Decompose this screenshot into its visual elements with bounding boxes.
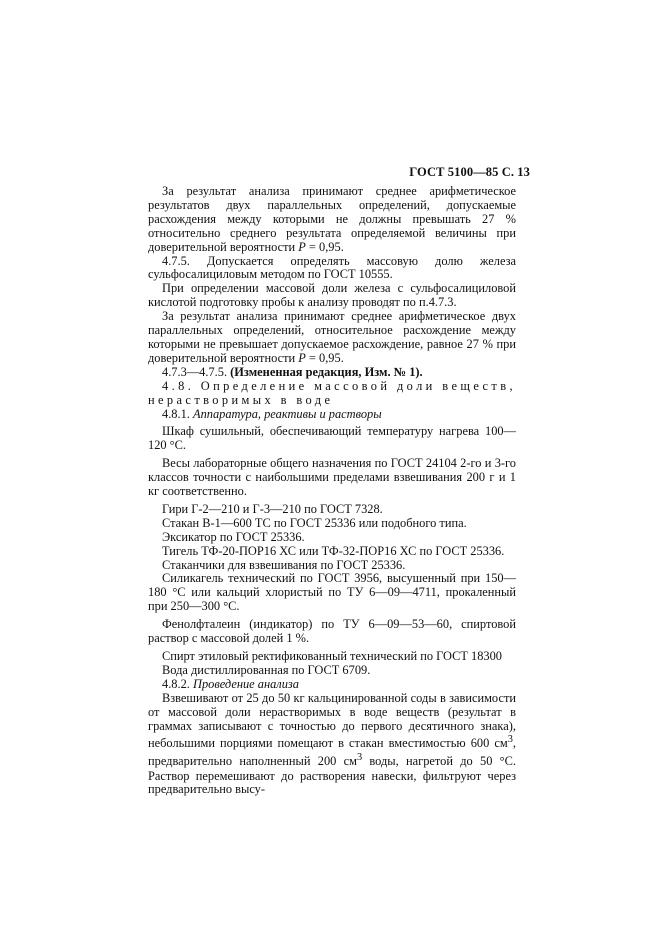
amendment-note: (Измененная редакция, Изм. № 1).	[230, 364, 423, 379]
item-water: Вода дистиллированная по ГОСТ 6709.	[162, 662, 371, 677]
item-scales: Весы лабораторные общего назначения по ГОСТ 24104 2-го и 3-го классов точности с наибольшими пределами взвешивания 200 г и 1 кг соответственно.	[148, 456, 516, 499]
item-drying-cabinet: Шкаф сушильный, обеспечивающий температуру нагрева 100—120 °С.	[148, 424, 516, 453]
page-content	[148, 185, 516, 797]
item-weights: Гири Г-2—210 и Г-3—210 по ГОСТ 7328.	[162, 501, 383, 516]
paragraph-result-1: За результат анализа принимают среднее арифметическое результатов двух параллельных определений, допускаемые расхождения между которыми не должны превышать 27 % относительно среднего результата определяемой величины при доверительной вероятности P = 0,95.	[148, 184, 516, 254]
paragraph-4-7-5: 4.7.5. Допускается определять массовую долю железа сульфосалициловым методом по ГОСТ 10555.	[148, 253, 516, 282]
item-beaker: Стакан В-1—600 ТС по ГОСТ 25336 или подобного типа.	[162, 515, 467, 530]
variable-p: P	[298, 350, 306, 365]
variable-p: P	[298, 239, 306, 254]
item-weighing-cups: Стаканчики для взвешивания по ГОСТ 25336.	[162, 557, 406, 572]
item-desiccator: Эксикатор по ГОСТ 25336.	[162, 529, 305, 544]
paragraph-result-2: За результат анализа принимают среднее арифметическое двух параллельных определений, относительное расхождение между которыми не превышает допускаемое расхождение, равное 27 % при доверительной вероятности P = 0,95.	[148, 309, 516, 365]
page-header: ГОСТ 5100—85 С. 13	[409, 165, 530, 179]
item-silica-gel: Силикагель технический по ГОСТ 3956, высушенный при 150—180 °С или кальций хлористый по ТУ 6—09—4711, прокаленный при 250—300 °С.	[148, 571, 516, 614]
item-ethanol: Спирт этиловый ректификованный технический по ГОСТ 18300	[162, 649, 502, 663]
item-crucible: Тигель ТФ-20-ПОР16 ХС или ТФ-32-ПОР16 ХС по ГОСТ 25336.	[162, 543, 505, 558]
section-heading-4-8: 4.8. Определение массовой доли веществ, нерастворимых в воде	[148, 378, 516, 407]
subsection-heading-4-8-2: 4.8.2. Проведение анализа	[162, 676, 299, 691]
subsection-heading-4-8-1: 4.8.1. Аппаратура, реактивы и растворы	[162, 406, 382, 421]
paragraph-procedure: Взвешивают от 25 до 50 кг кальцинированной соды в зависимости от массовой доли нерастворимых в воде веществ (результат в граммах записывают с точностью до первого десятичного знака), небольшими порциями помещают в стакан вместимостью 600 $см^3$, предварительно наполненный 200 $см^3$ воды, нагретой до 50 °С. Раствор перемешивают до растворения навески, фильтруют через предварительно высу-	[148, 690, 516, 797]
item-phenolphthalein: Фенолфталеин (индикатор) по ТУ 6—09—53—60, спиртовой раствор с массовой долей 1 %.	[148, 617, 516, 646]
paragraph-amendment: 4.7.3—4.7.5. (Измененная редакция, Изм. № 1).	[162, 364, 423, 379]
paragraph-iron-prep: При определении массовой доли железа с сульфосалициловой кислотой подготовку пробы к анализу проводят по п.4.7.3.	[148, 281, 516, 310]
